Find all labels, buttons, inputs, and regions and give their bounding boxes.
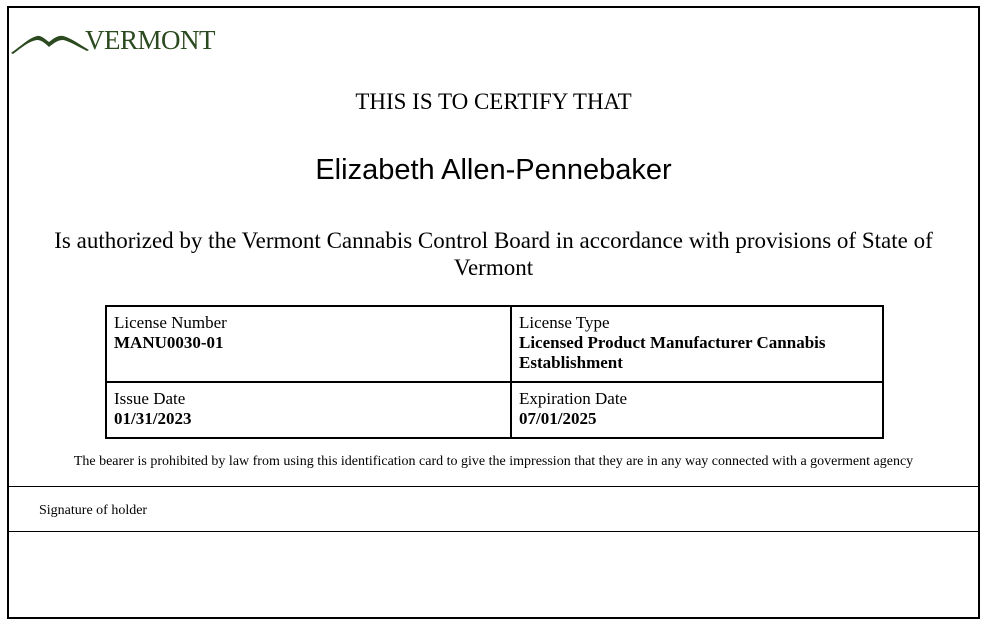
issue-date-cell	[106, 382, 511, 438]
disclaimer-text: The bearer is prohibited by law from using this identification card to give the impression that they are in any way connected with a goverment agency	[73, 454, 914, 469]
expiration-date-cell	[511, 382, 883, 438]
expiration-date-value: 07/01/2025	[519, 409, 597, 428]
issue-date-label: Issue Date	[114, 389, 186, 408]
license-type-value: Licensed Product Manufacturer Cannabis Establishment	[519, 333, 826, 372]
issue-date-value: 01/31/2023	[114, 409, 192, 428]
signature-divider-top	[9, 486, 978, 487]
license-card	[7, 6, 980, 619]
license-number-label: License Number	[114, 313, 227, 332]
license-number-cell	[106, 306, 511, 382]
signature-divider-bottom	[9, 531, 978, 532]
vermont-logo	[11, 22, 215, 56]
license-row-2	[106, 382, 883, 438]
license-type-cell	[511, 306, 883, 382]
license-details-table	[105, 305, 884, 439]
expiration-date-label: Expiration Date	[519, 389, 628, 408]
license-number-value: MANU0030-01	[114, 333, 224, 352]
certify-heading: THIS IS TO CERTIFY THAT	[355, 89, 632, 114]
holder-name: Elizabeth Allen-Pennebaker	[315, 154, 672, 186]
authorization-statement: Is authorized by the Vermont Cannabis Control Board in accordance with provisions of State of Vermont	[54, 228, 933, 280]
mountain-icon	[11, 30, 91, 56]
signature-label: Signature of holder	[39, 503, 148, 518]
logo-text: VERMONT	[85, 25, 215, 55]
license-row-1	[106, 306, 883, 382]
license-type-label: License Type	[519, 313, 610, 332]
